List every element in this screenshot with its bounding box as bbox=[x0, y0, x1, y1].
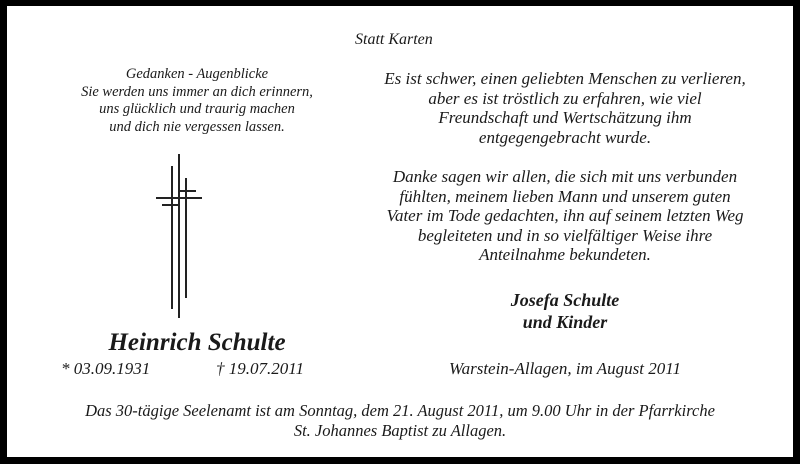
footer-line-1: Das 30-tägige Seelenamt ist am Sonntag, dem 21. August 2011, um 9.00 Uhr in der Pfarrkirche bbox=[85, 401, 715, 420]
place-and-date: Warstein-Allagen, im August 2011 bbox=[448, 359, 681, 378]
poem-line: und dich nie vergessen lassen. bbox=[109, 118, 285, 135]
signature bbox=[345, 289, 785, 333]
poem bbox=[57, 66, 337, 136]
message-paragraph-1: Es ist schwer, einen geliebten Menschen zu verlieren, aber es ist tröstlich zu erfahren, wie viel Freundschaft und Wertschätzung ihm entgegengebracht wurde. bbox=[384, 69, 746, 147]
deceased-name: Heinrich Schulte bbox=[108, 329, 286, 356]
statt-karten-label: Statt Karten bbox=[355, 31, 433, 48]
signature-line-1: Josefa Schulte bbox=[510, 290, 620, 310]
poem-line: uns glücklich und traurig machen bbox=[99, 101, 295, 117]
poem-line: Gedanken - Augenblicke bbox=[125, 66, 269, 82]
birth-date: * 03.09.1931 bbox=[61, 359, 151, 378]
poem-line: Sie werden uns immer an dich erinnern, bbox=[81, 83, 313, 100]
obituary-card bbox=[7, 6, 793, 457]
message-paragraph-2: Danke sagen wir allen, die sich mit uns verbunden fühlten, meinem lieben Mann und unserem guten Vater im Tode gedachten, ihn auf seinem letzten Weg begleiteten und in so vielfältiger Weise ihre Anteilnahme bekundeten. bbox=[386, 167, 744, 264]
memorial-service-notice bbox=[7, 401, 793, 441]
footer-line-2: St. Johannes Baptist zu Allagen. bbox=[293, 421, 507, 440]
signature-line-2: und Kinder bbox=[522, 312, 608, 332]
thank-you-message bbox=[345, 69, 785, 285]
death-date: † 19.07.2011 bbox=[216, 359, 304, 378]
